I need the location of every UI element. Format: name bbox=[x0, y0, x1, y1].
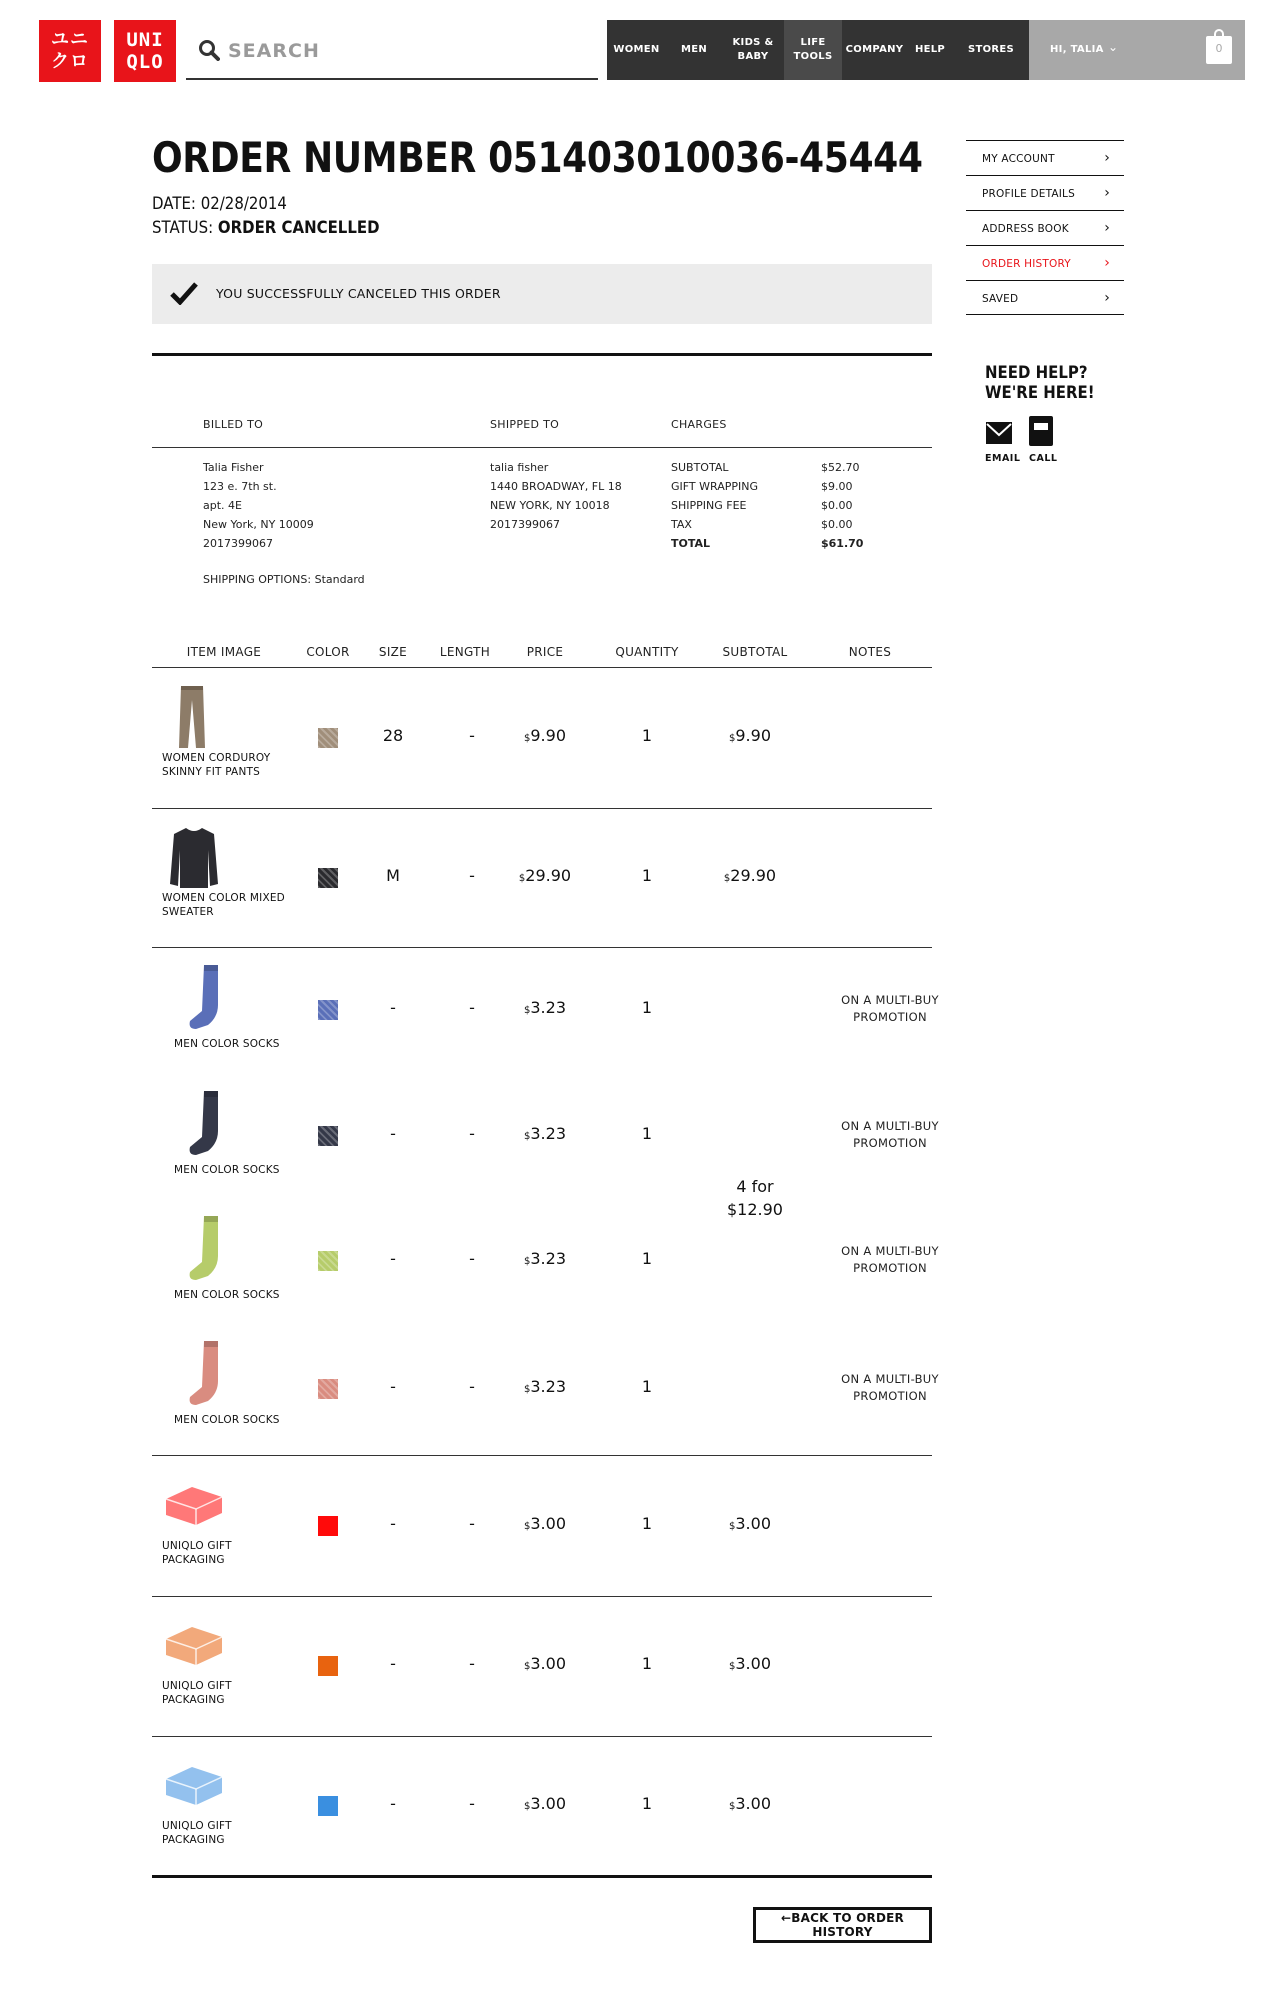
billed-street: 123 e. 7th st. bbox=[203, 480, 277, 493]
charge-label: SUBTOTAL bbox=[671, 461, 729, 474]
promo-note: ON A MULTI-BUY PROMOTION bbox=[841, 1244, 939, 1275]
order-meta bbox=[152, 192, 380, 240]
shipped-street: 1440 BROADWAY, FL 18 bbox=[490, 480, 622, 493]
need-help-heading: NEED HELP? WE'RE HERE! bbox=[985, 363, 1095, 403]
price-value: 3.23 bbox=[530, 998, 566, 1017]
product-image[interactable] bbox=[177, 686, 207, 754]
cart-bag-icon[interactable] bbox=[1206, 36, 1232, 64]
product-name[interactable]: MEN COLOR SOCKS bbox=[174, 1289, 280, 1301]
back-to-order-history-button[interactable] bbox=[753, 1907, 932, 1943]
charge-value: $52.70 bbox=[821, 461, 860, 474]
cart-count: 0 bbox=[1215, 42, 1223, 55]
table-row bbox=[152, 1198, 939, 1323]
section-divider bbox=[152, 353, 932, 356]
currency-symbol: $ bbox=[524, 1005, 531, 1016]
product-image[interactable] bbox=[162, 1623, 226, 1671]
product-image[interactable] bbox=[186, 1091, 226, 1159]
price-value: 3.23 bbox=[530, 1249, 566, 1268]
charge-row-subtotal bbox=[671, 458, 871, 477]
product-name[interactable]: UNIQLO GIFT PACKAGING bbox=[162, 1680, 232, 1706]
quantity-value: 1 bbox=[641, 1514, 653, 1533]
nav-women[interactable]: WOMEN bbox=[607, 20, 666, 80]
length-value: - bbox=[469, 1514, 475, 1533]
call-label[interactable]: CALL bbox=[1029, 453, 1058, 464]
product-image[interactable] bbox=[186, 1341, 226, 1409]
th-item-image: ITEM IMAGE bbox=[186, 645, 262, 659]
price bbox=[515, 1794, 575, 1813]
product-name[interactable]: MEN COLOR SOCKS bbox=[174, 1038, 280, 1050]
product-image[interactable] bbox=[162, 1483, 226, 1531]
charge-label: SHIPPING FEE bbox=[671, 499, 747, 512]
status-value: ORDER CANCELLED bbox=[217, 218, 380, 238]
sidebar-item-label: SAVED bbox=[982, 293, 1019, 305]
chevron-down-icon: ⌄ bbox=[1108, 40, 1119, 54]
sidebar-item-label: ADDRESS BOOK bbox=[982, 223, 1069, 235]
price bbox=[515, 726, 575, 745]
shipped-to-address bbox=[490, 458, 622, 534]
price bbox=[515, 1377, 575, 1396]
size-value: - bbox=[390, 1377, 396, 1396]
price bbox=[515, 866, 575, 885]
product-name[interactable]: MEN COLOR SOCKS bbox=[174, 1164, 280, 1176]
table-row bbox=[152, 1596, 932, 1736]
chevron-right-icon: › bbox=[1104, 185, 1110, 201]
color-swatch[interactable] bbox=[318, 1516, 338, 1536]
quantity-value: 1 bbox=[641, 1794, 653, 1813]
subtotal bbox=[705, 1514, 795, 1533]
charges-summary bbox=[671, 458, 871, 553]
main-nav bbox=[607, 20, 1029, 80]
sweater-icon bbox=[170, 826, 218, 890]
color-swatch[interactable] bbox=[318, 1126, 338, 1146]
charge-label: TAX bbox=[671, 518, 692, 531]
account-sidebar bbox=[966, 140, 1124, 315]
billed-to-address bbox=[203, 458, 314, 553]
currency-symbol: $ bbox=[729, 1661, 736, 1672]
price bbox=[515, 1654, 575, 1673]
subtotal bbox=[705, 866, 795, 885]
charge-row-tax bbox=[671, 515, 871, 534]
order-status bbox=[152, 216, 380, 240]
currency-symbol: $ bbox=[729, 733, 736, 744]
site-header bbox=[0, 0, 1280, 100]
nav-company[interactable]: COMPANY bbox=[842, 20, 907, 80]
size-value: M bbox=[386, 866, 400, 885]
charge-value: $9.00 bbox=[821, 480, 853, 493]
color-swatch[interactable] bbox=[318, 1000, 338, 1020]
subtotal-value: 29.90 bbox=[730, 866, 777, 885]
length-value: - bbox=[469, 726, 475, 745]
sidebar-item-label: MY ACCOUNT bbox=[982, 153, 1055, 165]
gift-box-icon bbox=[162, 1483, 226, 1527]
currency-symbol: $ bbox=[524, 1661, 531, 1672]
currency-symbol: $ bbox=[524, 733, 531, 744]
date-value: 02/28/2014 bbox=[200, 194, 287, 214]
length-value: - bbox=[469, 998, 475, 1017]
color-swatch[interactable] bbox=[318, 1379, 338, 1399]
nav-stores[interactable]: STORES bbox=[953, 20, 1029, 80]
multibuy-subtotal: 4 for $12.90 bbox=[727, 1177, 783, 1219]
chevron-right-icon: › bbox=[1104, 220, 1110, 236]
color-swatch[interactable] bbox=[318, 1251, 338, 1271]
length-value: - bbox=[469, 1794, 475, 1813]
price bbox=[515, 1249, 575, 1268]
promo-note: ON A MULTI-BUY PROMOTION bbox=[841, 1372, 939, 1403]
price-value: 3.00 bbox=[530, 1794, 566, 1813]
subtotal bbox=[705, 1654, 795, 1673]
info-divider bbox=[152, 447, 932, 448]
nav-kids-baby[interactable]: KIDS & BABY bbox=[722, 20, 784, 80]
sock-icon bbox=[186, 1091, 226, 1155]
sidebar-item-profile-details[interactable] bbox=[966, 175, 1124, 210]
subtotal bbox=[705, 726, 795, 745]
sock-icon bbox=[186, 965, 226, 1029]
table-row bbox=[152, 947, 939, 1073]
price-value: 29.90 bbox=[525, 866, 572, 885]
price bbox=[515, 1124, 575, 1143]
charge-row-gift-wrapping bbox=[671, 477, 871, 496]
currency-symbol: $ bbox=[524, 1256, 531, 1267]
price-value: 3.00 bbox=[530, 1514, 566, 1533]
th-length: LENGTH bbox=[439, 645, 491, 659]
phone-icon[interactable] bbox=[1029, 416, 1053, 446]
back-button-label: BACK TO ORDER HISTORY bbox=[791, 1911, 904, 1939]
length-value: - bbox=[469, 866, 475, 885]
chevron-right-icon: › bbox=[1104, 290, 1110, 306]
charge-row-shipping bbox=[671, 496, 871, 515]
currency-symbol: $ bbox=[524, 1521, 531, 1532]
shipped-phone: 2017399067 bbox=[490, 518, 560, 531]
status-label: STATUS: bbox=[152, 218, 214, 238]
table-row bbox=[152, 1456, 932, 1596]
product-name[interactable]: WOMEN CORDUROY SKINNY FIT PANTS bbox=[162, 752, 271, 778]
quantity-value: 1 bbox=[641, 1249, 653, 1268]
arrow-left-icon: ← bbox=[781, 1911, 792, 1925]
charge-value: $0.00 bbox=[821, 499, 853, 512]
length-value: - bbox=[469, 1377, 475, 1396]
shipping-options: SHIPPING OPTIONS: Standard bbox=[203, 573, 365, 586]
color-swatch[interactable] bbox=[318, 728, 338, 748]
length-value: - bbox=[469, 1124, 475, 1143]
th-size: SIZE bbox=[378, 645, 408, 659]
size-value: - bbox=[390, 1249, 396, 1268]
size-value: - bbox=[390, 1514, 396, 1533]
search-input[interactable] bbox=[228, 36, 578, 66]
chevron-right-icon: › bbox=[1104, 150, 1110, 166]
product-name[interactable]: MEN COLOR SOCKS bbox=[174, 1414, 280, 1426]
sidebar-item-label: ORDER HISTORY bbox=[982, 258, 1071, 270]
subtotal-value: 3.00 bbox=[735, 1654, 771, 1673]
currency-symbol: $ bbox=[524, 1384, 531, 1395]
logo-katakana-text: ユニ クロ bbox=[51, 29, 89, 72]
price-value: 3.00 bbox=[530, 1654, 566, 1673]
th-subtotal: SUBTOTAL bbox=[722, 645, 788, 659]
price bbox=[515, 998, 575, 1017]
billed-phone: 2017399067 bbox=[203, 537, 273, 550]
nav-life-tools[interactable]: LIFE TOOLS bbox=[784, 20, 842, 80]
shipped-city: NEW YORK, NY 10018 bbox=[490, 499, 610, 512]
order-date bbox=[152, 192, 380, 216]
billed-apt: apt. 4E bbox=[203, 499, 242, 512]
uniqlo-logo-latin[interactable] bbox=[114, 20, 176, 82]
sidebar-item-address-book[interactable] bbox=[966, 210, 1124, 245]
size-value: - bbox=[390, 1124, 396, 1143]
search-bar bbox=[186, 26, 598, 80]
gift-box-icon bbox=[162, 1763, 226, 1807]
sidebar-item-saved[interactable] bbox=[966, 280, 1124, 315]
subtotal-value: 9.90 bbox=[735, 726, 771, 745]
table-bottom-divider bbox=[152, 1875, 932, 1878]
shipped-name: talia fisher bbox=[490, 461, 549, 474]
product-image[interactable] bbox=[186, 965, 226, 1033]
th-price: PRICE bbox=[526, 645, 564, 659]
price bbox=[515, 1514, 575, 1533]
billed-city: New York, NY 10009 bbox=[203, 518, 314, 531]
product-image[interactable] bbox=[170, 826, 218, 894]
success-alert bbox=[152, 264, 932, 324]
color-swatch[interactable] bbox=[318, 1796, 338, 1816]
page-title: ORDER NUMBER 051403010036-45444 bbox=[152, 133, 923, 182]
gift-box-icon bbox=[162, 1623, 226, 1667]
currency-symbol: $ bbox=[518, 873, 526, 884]
price-value: 9.90 bbox=[530, 726, 566, 745]
promo-note: ON A MULTI-BUY PROMOTION bbox=[841, 993, 939, 1024]
price-value: 3.23 bbox=[530, 1377, 566, 1396]
sock-icon bbox=[186, 1216, 226, 1280]
greeting-text: HI, TALIA bbox=[1050, 44, 1104, 55]
charge-label: GIFT WRAPPING bbox=[671, 480, 758, 493]
product-name[interactable]: WOMEN COLOR MIXED SWEATER bbox=[162, 892, 285, 918]
pants-icon bbox=[177, 686, 207, 750]
sidebar-item-my-account[interactable] bbox=[966, 140, 1124, 175]
currency-symbol: $ bbox=[723, 873, 731, 884]
shipped-to-heading: SHIPPED TO bbox=[490, 418, 560, 431]
color-swatch[interactable] bbox=[318, 1656, 338, 1676]
product-image[interactable] bbox=[186, 1216, 226, 1284]
quantity-value: 1 bbox=[641, 998, 653, 1017]
price-value: 3.23 bbox=[530, 1124, 566, 1143]
sidebar-item-order-history[interactable] bbox=[966, 245, 1124, 280]
checkmark-icon bbox=[170, 281, 198, 305]
quantity-value: 1 bbox=[641, 726, 653, 745]
currency-symbol: $ bbox=[524, 1801, 531, 1812]
th-quantity: QUANTITY bbox=[615, 645, 679, 659]
promo-note: ON A MULTI-BUY PROMOTION bbox=[841, 1119, 939, 1150]
table-row bbox=[152, 808, 932, 947]
product-name[interactable]: UNIQLO GIFT PACKAGING bbox=[162, 1540, 232, 1566]
size-value: - bbox=[390, 1794, 396, 1813]
table-row bbox=[152, 1736, 932, 1875]
alert-message: YOU SUCCESSFULLY CANCELED THIS ORDER bbox=[216, 286, 501, 301]
billed-to-heading: BILLED TO bbox=[203, 418, 264, 431]
nav-men[interactable]: MEN bbox=[666, 20, 722, 80]
length-value: - bbox=[469, 1654, 475, 1673]
quantity-value: 1 bbox=[641, 1654, 653, 1673]
table-row bbox=[152, 668, 932, 808]
logo-latin-text: UNI QLO bbox=[126, 29, 164, 73]
size-value: - bbox=[390, 998, 396, 1017]
subtotal-value: 3.00 bbox=[735, 1794, 771, 1813]
size-value: 28 bbox=[382, 726, 404, 745]
currency-symbol: $ bbox=[729, 1801, 736, 1812]
uniqlo-logo-katakana[interactable] bbox=[39, 20, 101, 82]
search-icon[interactable] bbox=[198, 39, 220, 61]
subtotal bbox=[705, 1794, 795, 1813]
billed-name: Talia Fisher bbox=[203, 461, 264, 474]
charge-label: TOTAL bbox=[671, 537, 711, 550]
size-value: - bbox=[390, 1654, 396, 1673]
color-swatch[interactable] bbox=[318, 868, 338, 888]
product-image[interactable] bbox=[162, 1763, 226, 1811]
th-notes: NOTES bbox=[848, 645, 892, 659]
table-row bbox=[152, 1323, 939, 1455]
product-name[interactable]: UNIQLO GIFT PACKAGING bbox=[162, 1820, 232, 1846]
th-color: COLOR bbox=[306, 645, 350, 659]
quantity-value: 1 bbox=[641, 1377, 653, 1396]
charge-value: $61.70 bbox=[821, 537, 864, 550]
email-icon[interactable] bbox=[986, 420, 1012, 446]
chevron-right-icon: › bbox=[1104, 255, 1110, 271]
quantity-value: 1 bbox=[641, 1124, 653, 1143]
nav-help[interactable]: HELP bbox=[907, 20, 953, 80]
cart-handle bbox=[1214, 29, 1224, 37]
subtotal-value: 3.00 bbox=[735, 1514, 771, 1533]
currency-symbol: $ bbox=[729, 1521, 736, 1532]
date-label: DATE: bbox=[152, 194, 196, 214]
charge-value: $0.00 bbox=[821, 518, 853, 531]
charges-heading: CHARGES bbox=[671, 418, 727, 431]
quantity-value: 1 bbox=[641, 866, 653, 885]
sock-icon bbox=[186, 1341, 226, 1405]
length-value: - bbox=[469, 1249, 475, 1268]
table-row bbox=[152, 1073, 939, 1198]
charge-row-total bbox=[671, 534, 871, 553]
email-label[interactable]: EMAIL bbox=[985, 453, 1021, 464]
currency-symbol: $ bbox=[524, 1131, 531, 1142]
sidebar-item-label: PROFILE DETAILS bbox=[982, 188, 1075, 200]
